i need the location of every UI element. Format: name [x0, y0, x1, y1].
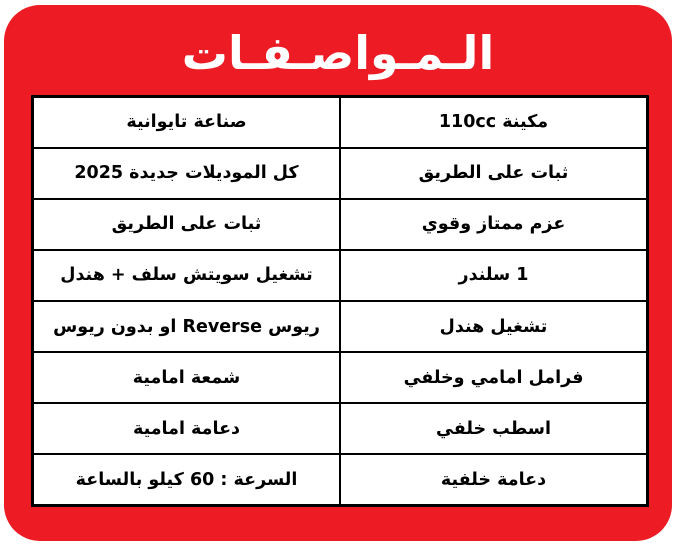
- spec-cell: تشغيل سويتش سلف + هندل: [33, 250, 341, 301]
- spec-cell: شمعة امامية: [33, 352, 341, 403]
- spec-cell: تشغيل هندل: [340, 301, 648, 352]
- spec-cell: مكينة 110cc: [340, 97, 648, 148]
- table-row: [33, 148, 648, 199]
- spec-cell: صناعة تايوانية: [33, 97, 341, 148]
- spec-cell: دعامة امامية: [33, 403, 341, 454]
- spec-cell: ثبات على الطريق: [33, 199, 341, 250]
- spec-cell: اسطب خلفي: [340, 403, 648, 454]
- spec-cell: 1 سلندر: [340, 250, 648, 301]
- spec-cell: ثبات على الطريق: [340, 148, 648, 199]
- table-row: [33, 403, 648, 454]
- spec-cell: ريوس Reverse او بدون ريوس: [33, 301, 341, 352]
- table-row: [33, 301, 648, 352]
- spec-cell: عزم ممتاز وقوي: [340, 199, 648, 250]
- specs-table-body: [33, 97, 648, 506]
- page-title: الـمـواصـفـات: [181, 26, 495, 80]
- table-row: [33, 352, 648, 403]
- table-row: [33, 454, 648, 505]
- table-row: [33, 97, 648, 148]
- red-card: [4, 5, 672, 541]
- table-row: [33, 250, 648, 301]
- spec-cell: السرعة : 60 كيلو بالساعة: [33, 454, 341, 505]
- table-row: [33, 199, 648, 250]
- spec-cell: دعامة خلفية: [340, 454, 648, 505]
- specs-table: [31, 95, 649, 507]
- spec-cell: كل الموديلات جديدة 2025: [33, 148, 341, 199]
- spec-cell: فرامل امامي وخلفي: [340, 352, 648, 403]
